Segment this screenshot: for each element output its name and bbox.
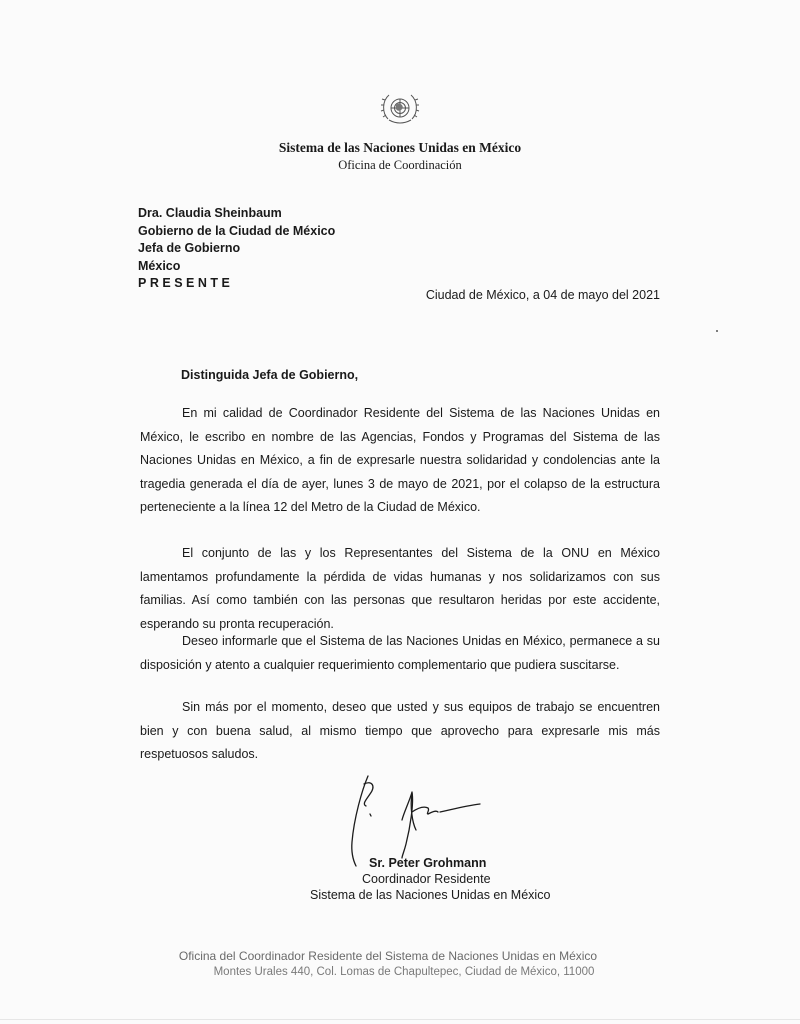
recipient-organization: Gobierno de la Ciudad de México: [138, 223, 336, 238]
handwritten-signature: [340, 770, 500, 870]
body-paragraph-3: Deseo informarle que el Sistema de las Naciones Unidas en México, permanece a su disposición y atento a cualquier requerimiento complementario que pudiera suscitarse.: [140, 634, 660, 672]
un-emblem-icon: [379, 91, 421, 129]
body-paragraph-4: Sin más por el momento, deseo que usted y sus equipos de trabajo se encuentren bien y con buena salud, al mismo tiempo que aprovecho para expresarle mis más respetuosos saludos.: [140, 700, 660, 762]
signatory-name: Sr. Peter Grohmann: [369, 856, 487, 870]
body-paragraph-2: El conjunto de las y los Representantes del Sistema de la ONU en México lamentamos profundamente la pérdida de vidas humanas y nos solidarizamos con sus familias. Así como también con las personas que resultaron heridas por este accidente, esperando su pronta recuperación.: [140, 546, 660, 631]
footer-address-line: Montes Urales 440, Col. Lomas de Chapultepec, Ciudad de México, 11000: [213, 966, 595, 978]
body-paragraph-1: En mi calidad de Coordinador Residente del Sistema de las Naciones Unidas en México, le escribo en nombre de las Agencias, Fondos y Programas del Sistema de las Naciones Unidas en México, a fin de expresarle nuestra solidaridad y condolencias ante la tragedia generada el día de ayer, lunes 3 de mayo de 2021, por el colapso de la estructura perteneciente a la línea 12 del Metro de la Ciudad de México.: [140, 406, 660, 515]
salutation: Distinguida Jefa de Gobierno,: [181, 368, 359, 382]
footer-office-line: Oficina del Coordinador Residente del Sistema de Naciones Unidas en México: [178, 949, 598, 963]
page-edge-line: [0, 1019, 800, 1020]
recipient-address-block: [138, 205, 335, 293]
presente-label: PRESENTE: [138, 276, 234, 290]
recipient-name: Dra. Claudia Sheinbaum: [138, 206, 282, 220]
signatory-organization: Sistema de las Naciones Unidas en México: [310, 888, 551, 902]
scan-speck: [716, 330, 718, 332]
recipient-country: México: [138, 258, 181, 273]
signatory-role: Coordinador Residente: [362, 872, 491, 886]
recipient-position: Jefa de Gobierno: [138, 241, 241, 255]
date-line: Ciudad de México, a 04 de mayo del 2021: [425, 288, 660, 302]
office-subtitle: Oficina de Coordinación: [338, 158, 462, 172]
organization-title: Sistema de las Naciones Unidas en México: [278, 140, 522, 155]
